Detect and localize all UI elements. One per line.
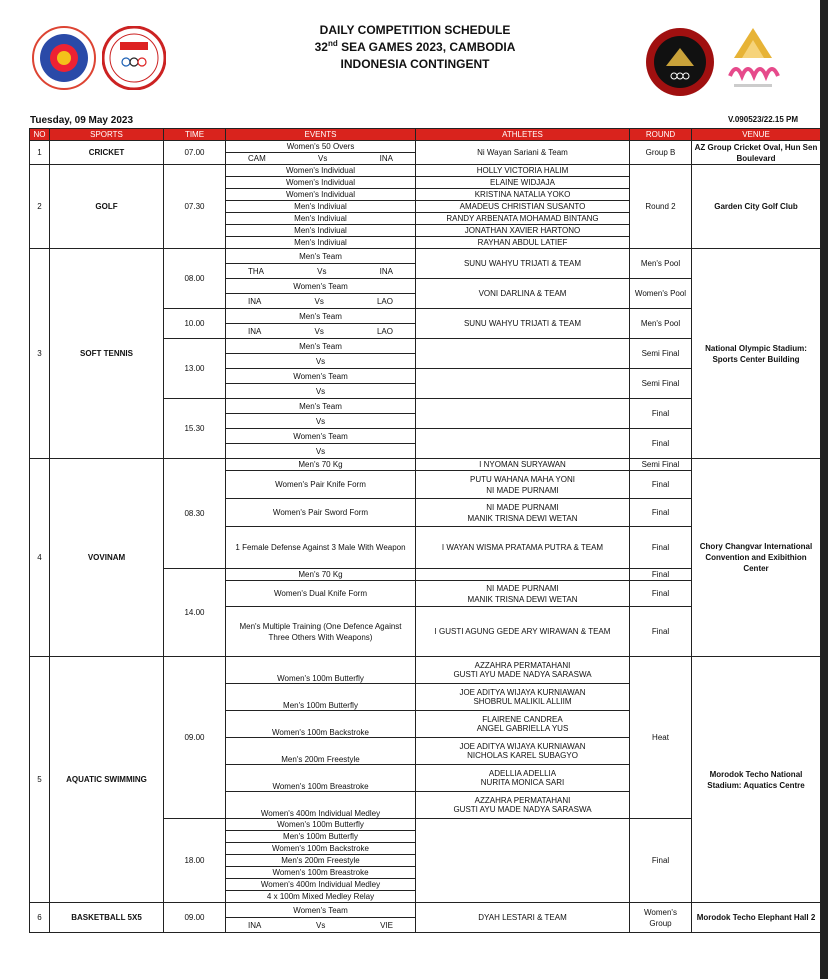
col-time: TIME [164,129,226,141]
row-number: 3 [30,249,50,459]
time-cell: 09.00 [164,903,226,933]
athlete-cell: SUNU WAHYU TRIJATI & TEAM [416,249,630,279]
venue-cell: AZ Group Cricket Oval, Hun Sen Boulevard [692,141,821,165]
matchup-cell: INA Vs LAO [226,294,416,309]
sport-name: BASKETBALL 5X5 [50,903,164,933]
sport-name: CRICKET [50,141,164,165]
athlete-cell: I NYOMAN SURYAWAN [416,459,630,471]
venue-cell: Garden City Golf Club [692,165,821,249]
col-venue: VENUE [692,129,821,141]
athlete-cell: I WAYAN WISMA PRATAMA PUTRA & TEAM [416,527,630,569]
time-cell: 14.00 [164,569,226,657]
athlete-cell: AZZAHRA PERMATAHANI GUSTI AYU MADE NADYA SARASWA [416,657,630,684]
document-header [250,22,580,73]
athlete-cell [416,819,630,903]
athlete-cell: NI MADE PURNAMI MANIK TRISNA DEWI WETAN [416,581,630,607]
event-cell: Women's 50 Overs [226,141,416,153]
round-cell: Semi Final [630,369,692,399]
event-cell: Men's 200m Freestyle [226,855,416,867]
round-cell: Final [630,819,692,903]
time-cell: 09.00 [164,657,226,819]
table-header-row [30,129,821,141]
event-cell: Women's Individual [226,177,416,189]
col-athletes: ATHLETES [416,129,630,141]
event-cell: Women's 100m Butterfly [226,657,416,684]
col-sports: SPORTS [50,129,164,141]
header-contingent: INDONESIA CONTINGENT [340,57,490,71]
athlete-cell [416,399,630,429]
athlete-cell: JONATHAN XAVIER HARTONO [416,225,630,237]
athlete-cell: NI MADE PURNAMI MANIK TRISNA DEWI WETAN [416,499,630,527]
table-row [30,459,821,471]
time-cell: 08.00 [164,249,226,309]
event-cell: Men's 100m Butterfly [226,684,416,711]
round-cell: Women's Pool [630,279,692,309]
time-cell: 10.00 [164,309,226,339]
time-cell: 18.00 [164,819,226,903]
event-cell: Women's 100m Butterfly [226,819,416,831]
table-row [30,249,821,264]
athlete-cell: PUTU WAHANA MAHA YONI NI MADE PURNAMI [416,471,630,499]
round-cell: Final [630,429,692,459]
matchup-cell: INA Vs VIE [226,918,416,933]
event-cell: Men's Team [226,249,416,264]
round-cell: Final [630,499,692,527]
venue-cell: Morodok Techo Elephant Hall 2 [692,903,821,933]
event-cell: Men's 70 Kg [226,569,416,581]
matchup-cell: Vs [226,354,416,369]
event-cell: Men's Indiviual [226,213,416,225]
event-cell: Women's Team [226,903,416,918]
venue-cell: Morodok Techo National Stadium: Aquatics Centre [692,657,821,903]
round-cell: Men's Pool [630,309,692,339]
event-cell: Women's Team [226,429,416,444]
event-cell: Women's Individual [226,165,416,177]
event-cell: Men's Indiviual [226,201,416,213]
table-row [30,165,821,177]
athlete-cell: VONI DARLINA & TEAM [416,279,630,309]
time-cell: 13.00 [164,339,226,399]
round-cell: Final [630,581,692,607]
matchup-cell: Vs [226,444,416,459]
event-cell: Women's 400m Individual Medley [226,879,416,891]
round-cell: Final [630,607,692,657]
matchup-cell: Vs [226,414,416,429]
event-cell: Men's Indiviual [226,237,416,249]
athlete-cell: ADELLIA ADELLIA NURITA MONICA SARI [416,765,630,792]
sport-name: AQUATIC SWIMMING [50,657,164,903]
event-cell: Men's Multiple Training (One Defence Against Three Others With Weapons) [226,607,416,657]
athlete-cell: I GUSTI AGUNG GEDE ARY WIRAWAN & TEAM [416,607,630,657]
event-cell: Men's Team [226,399,416,414]
table-row [30,903,821,918]
version-label: V.090523/22.15 PM [728,115,798,124]
athlete-cell: AZZAHRA PERMATAHANI GUSTI AYU MADE NADYA SARASWA [416,792,630,819]
row-number: 2 [30,165,50,249]
athlete-cell: JOE ADITYA WIJAYA KURNIAWAN SHOBRUL MALIKIL ALLIIM [416,684,630,711]
sport-name: SOFT TENNIS [50,249,164,459]
round-cell: Final [630,471,692,499]
schedule-date: Tuesday, 09 May 2023 [30,115,134,126]
sea-games-cambodia-logo [724,22,782,98]
round-cell: Final [630,527,692,569]
athlete-cell: SUNU WAHYU TRIJATI & TEAM [416,309,630,339]
time-cell: 07.00 [164,141,226,165]
venue-cell: Chory Changvar International Convention and Exibithion Center [692,459,821,657]
matchup-cell: Vs [226,384,416,399]
round-cell: Women's Group [630,903,692,933]
time-cell: 15.30 [164,399,226,459]
round-cell: Semi Final [630,459,692,471]
event-cell: Men's 70 Kg [226,459,416,471]
header-title: DAILY COMPETITION SCHEDULE [319,23,511,37]
screen-edge [820,0,828,979]
event-cell: Women's Individual [226,189,416,201]
col-round: ROUND [630,129,692,141]
time-cell: 08.30 [164,459,226,569]
col-events: EVENTS [226,129,416,141]
athlete-cell: RANDY ARBENATA MOHAMAD BINTANG [416,213,630,225]
event-cell: Women's 100m Backstroke [226,843,416,855]
event-cell: Women's 400m Individual Medley [226,792,416,819]
col-no: NO [30,129,50,141]
athlete-cell: ELAINE WIDJAJA [416,177,630,189]
event-cell: Women's Team [226,369,416,384]
matchup-cell: THA Vs INA [226,264,416,279]
venue-cell: National Olympic Stadium: Sports Center Building [692,249,821,459]
round-cell: Semi Final [630,339,692,369]
round-cell: Group B [630,141,692,165]
team-indonesia-logo [644,26,716,98]
athlete-cell [416,339,630,369]
noc-indonesia-logo [102,26,166,90]
row-number: 5 [30,657,50,903]
time-cell: 07.30 [164,165,226,249]
event-cell: Men's 100m Butterfly [226,831,416,843]
round-cell: Round 2 [630,165,692,249]
round-cell: Men's Pool [630,249,692,279]
athlete-cell [416,369,630,399]
event-cell: Women's Pair Knife Form [226,471,416,499]
sport-name: GOLF [50,165,164,249]
kemenpora-logo [32,26,96,90]
athlete-cell: DYAH LESTARI & TEAM [416,903,630,933]
athlete-cell: HOLLY VICTORIA HALIM [416,165,630,177]
table-row [30,657,821,684]
row-number: 6 [30,903,50,933]
event-cell: Women's Pair Sword Form [226,499,416,527]
athlete-cell: AMADEUS CHRISTIAN SUSANTO [416,201,630,213]
sport-name: VOVINAM [50,459,164,657]
athlete-cell: Ni Wayan Sariani & Team [416,141,630,165]
matchup-cell: CAM Vs INA [226,153,416,165]
round-cell: Heat [630,657,692,819]
header-event: 32nd SEA GAMES 2023, CAMBODIA [314,39,516,54]
event-cell: Women's Team [226,279,416,294]
event-cell: Men's Team [226,309,416,324]
event-cell: Women's 100m Breastroke [226,867,416,879]
row-number: 1 [30,141,50,165]
event-cell: Women's 100m Breastroke [226,765,416,792]
matchup-cell: INA Vs LAO [226,324,416,339]
event-cell: Women's Dual Knife Form [226,581,416,607]
table-row [30,141,821,153]
schedule-table [29,128,821,933]
event-cell: Men's Indiviual [226,225,416,237]
event-cell: 4 x 100m Mixed Medley Relay [226,891,416,903]
athlete-cell: KRISTINA NATALIA YOKO [416,189,630,201]
athlete-cell [416,569,630,581]
event-cell: Men's 200m Freestyle [226,738,416,765]
round-cell: Final [630,569,692,581]
athlete-cell [416,429,630,459]
event-cell: 1 Female Defense Against 3 Male With Weapon [226,527,416,569]
athlete-cell: FLAIRENE CANDREA ANGEL GABRIELLA YUS [416,711,630,738]
round-cell: Final [630,399,692,429]
athlete-cell: RAYHAN ABDUL LATIEF [416,237,630,249]
event-cell: Men's Team [226,339,416,354]
event-cell: Women's 100m Backstroke [226,711,416,738]
row-number: 4 [30,459,50,657]
athlete-cell: JOE ADITYA WIJAYA KURNIAWAN NICHOLAS KAREL SUBAGYO [416,738,630,765]
